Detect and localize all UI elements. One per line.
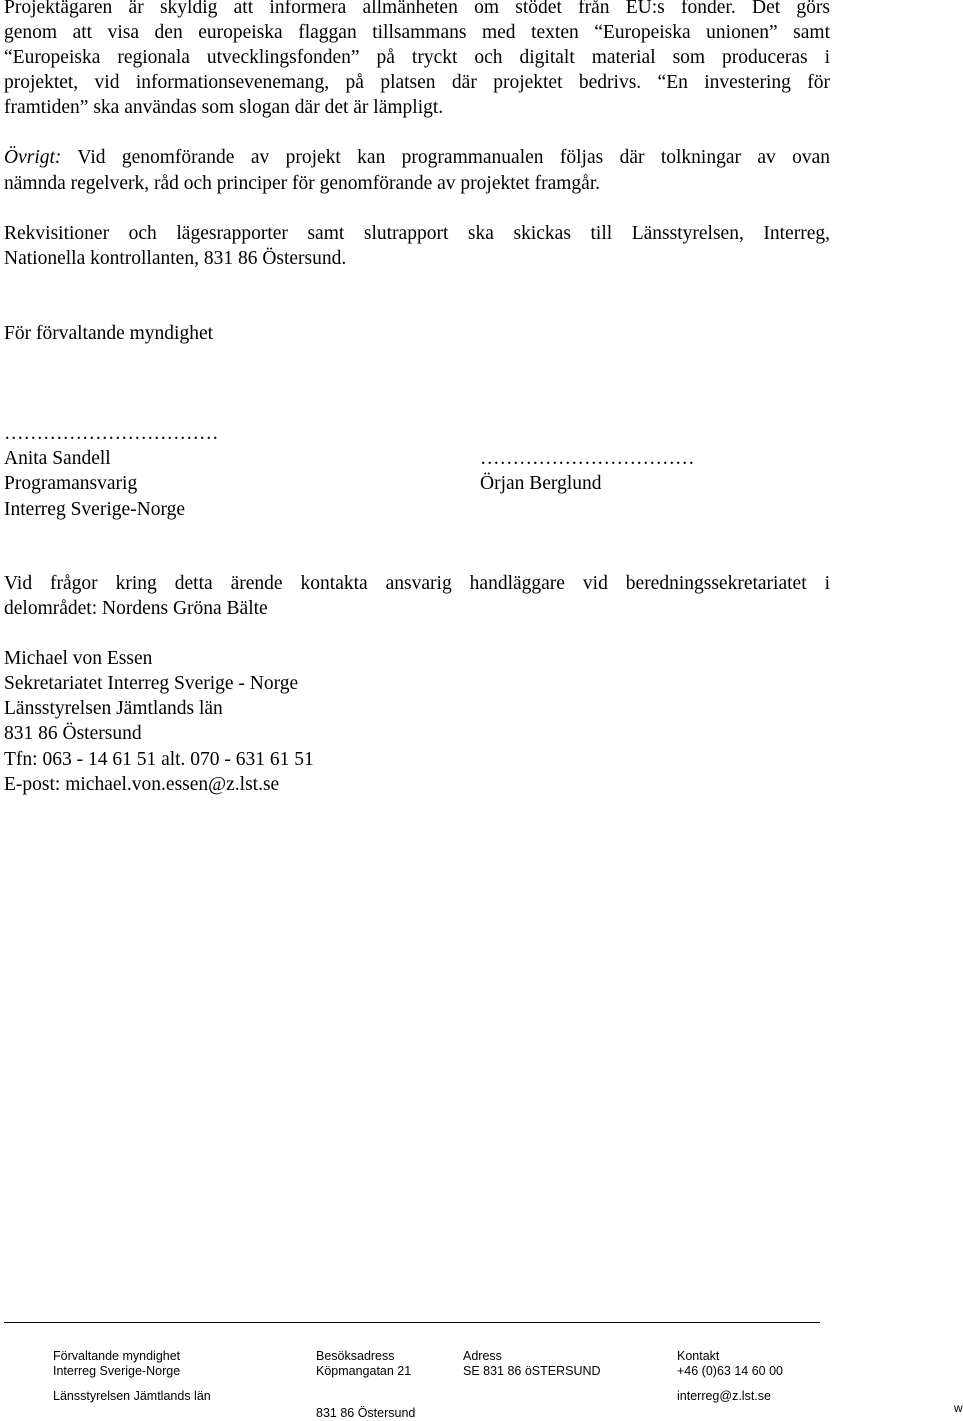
document-body <box>4 0 830 797</box>
signature-dots: …………………………… <box>4 422 219 444</box>
text-line: För förvaltande myndighet <box>4 322 214 344</box>
authority-heading <box>4 321 830 346</box>
text-line: Vid frågor kring detta ärende kontakta ansvarig handläggare vid beredningssekretariatet i <box>4 572 830 594</box>
text-line: framtiden” ska användas som slogan där det är lämpligt. <box>4 97 444 119</box>
contact-postal: 831 86 Östersund <box>4 723 142 745</box>
contact-phone: Tfn: 063 - 14 61 51 alt. 070 - 631 61 51 <box>4 748 314 770</box>
footer-col-contact <box>677 1349 783 1404</box>
footer-text: interreg@z.lst.se <box>677 1389 771 1403</box>
text-line: Projektägaren är skyldig att informera allmänheten om stödet från EU:s fonder. Det görs <box>4 0 830 18</box>
text-line: genom att visa den europeiska flaggan tillsammans med texten “Europeiska unionen” samt <box>4 22 830 44</box>
contact-name: Michael von Essen <box>4 648 153 670</box>
footer-text: Köpmangatan 21 <box>316 1364 412 1378</box>
signatory-role: Programansvarig <box>4 473 138 495</box>
contact-authority: Länsstyrelsen Jämtlands län <box>4 698 223 720</box>
footer-col-authority <box>53 1349 211 1404</box>
footer-text: Besöksadress <box>316 1349 395 1363</box>
text-line: Nationella kontrollanten, 831 86 Östersund. <box>4 247 347 269</box>
text-line: projektet, vid informationsevenemang, på platsen där projektet bedrivs. “En investering för <box>4 72 830 94</box>
signature-dots: …………………………… <box>480 447 695 469</box>
signatory-org: Interreg Sverige-Norge <box>4 498 186 520</box>
contact-intro-paragraph <box>4 571 830 621</box>
contact-block <box>4 646 830 797</box>
text-line: nämnda regelverk, råd och principer för genomförande av projektet framgår. <box>4 172 601 194</box>
footer-text: 831 86 Östersund <box>316 1406 416 1420</box>
footer-text: Kontakt <box>677 1349 720 1363</box>
other-paragraph <box>4 145 830 195</box>
footer-text: Adress <box>463 1349 502 1363</box>
footer-text: SE 831 86 öSTERSUND <box>463 1364 601 1378</box>
signature-left <box>4 421 219 522</box>
signature-block <box>4 421 830 521</box>
footer-text: Förvaltande myndighet <box>53 1349 181 1363</box>
signature-right <box>480 446 695 496</box>
reporting-paragraph <box>4 221 830 271</box>
text-line: delområdet: Nordens Gröna Bälte <box>4 598 268 620</box>
contact-email: E-post: michael.von.essen@z.lst.se <box>4 773 280 795</box>
footer-divider <box>4 1322 820 1323</box>
footer-text: Länsstyrelsen Jämtlands län <box>53 1389 211 1403</box>
eu-information-paragraph <box>4 0 830 120</box>
footer-text: +46 (0)63 14 60 00 <box>677 1364 783 1378</box>
signatory-name: Örjan Berglund <box>480 473 602 495</box>
signatory-name: Anita Sandell <box>4 448 111 470</box>
text-line: “Europeiska regionala utvecklingsfonden” på tryckt och digitalt material som produceras i <box>4 47 830 69</box>
footer-text: Interreg Sverige-Norge <box>53 1364 181 1378</box>
corner-glyph: w <box>954 1401 963 1415</box>
footer-text <box>316 1379 415 1394</box>
contact-office: Sekretariatet Interreg Sverige - Norge <box>4 673 299 695</box>
text-span: Vid genomförande av projekt kan programmanualen följas där tolkningar av ovan <box>61 147 830 169</box>
footer-col-visiting-address <box>316 1349 415 1421</box>
text-line <box>4 145 830 170</box>
other-label: Övrigt: <box>4 147 62 169</box>
footer-col-address <box>463 1349 601 1379</box>
text-line: Rekvisitioner och lägesrapporter samt slutrapport ska skickas till Länsstyrelsen, Interreg, <box>4 222 830 244</box>
